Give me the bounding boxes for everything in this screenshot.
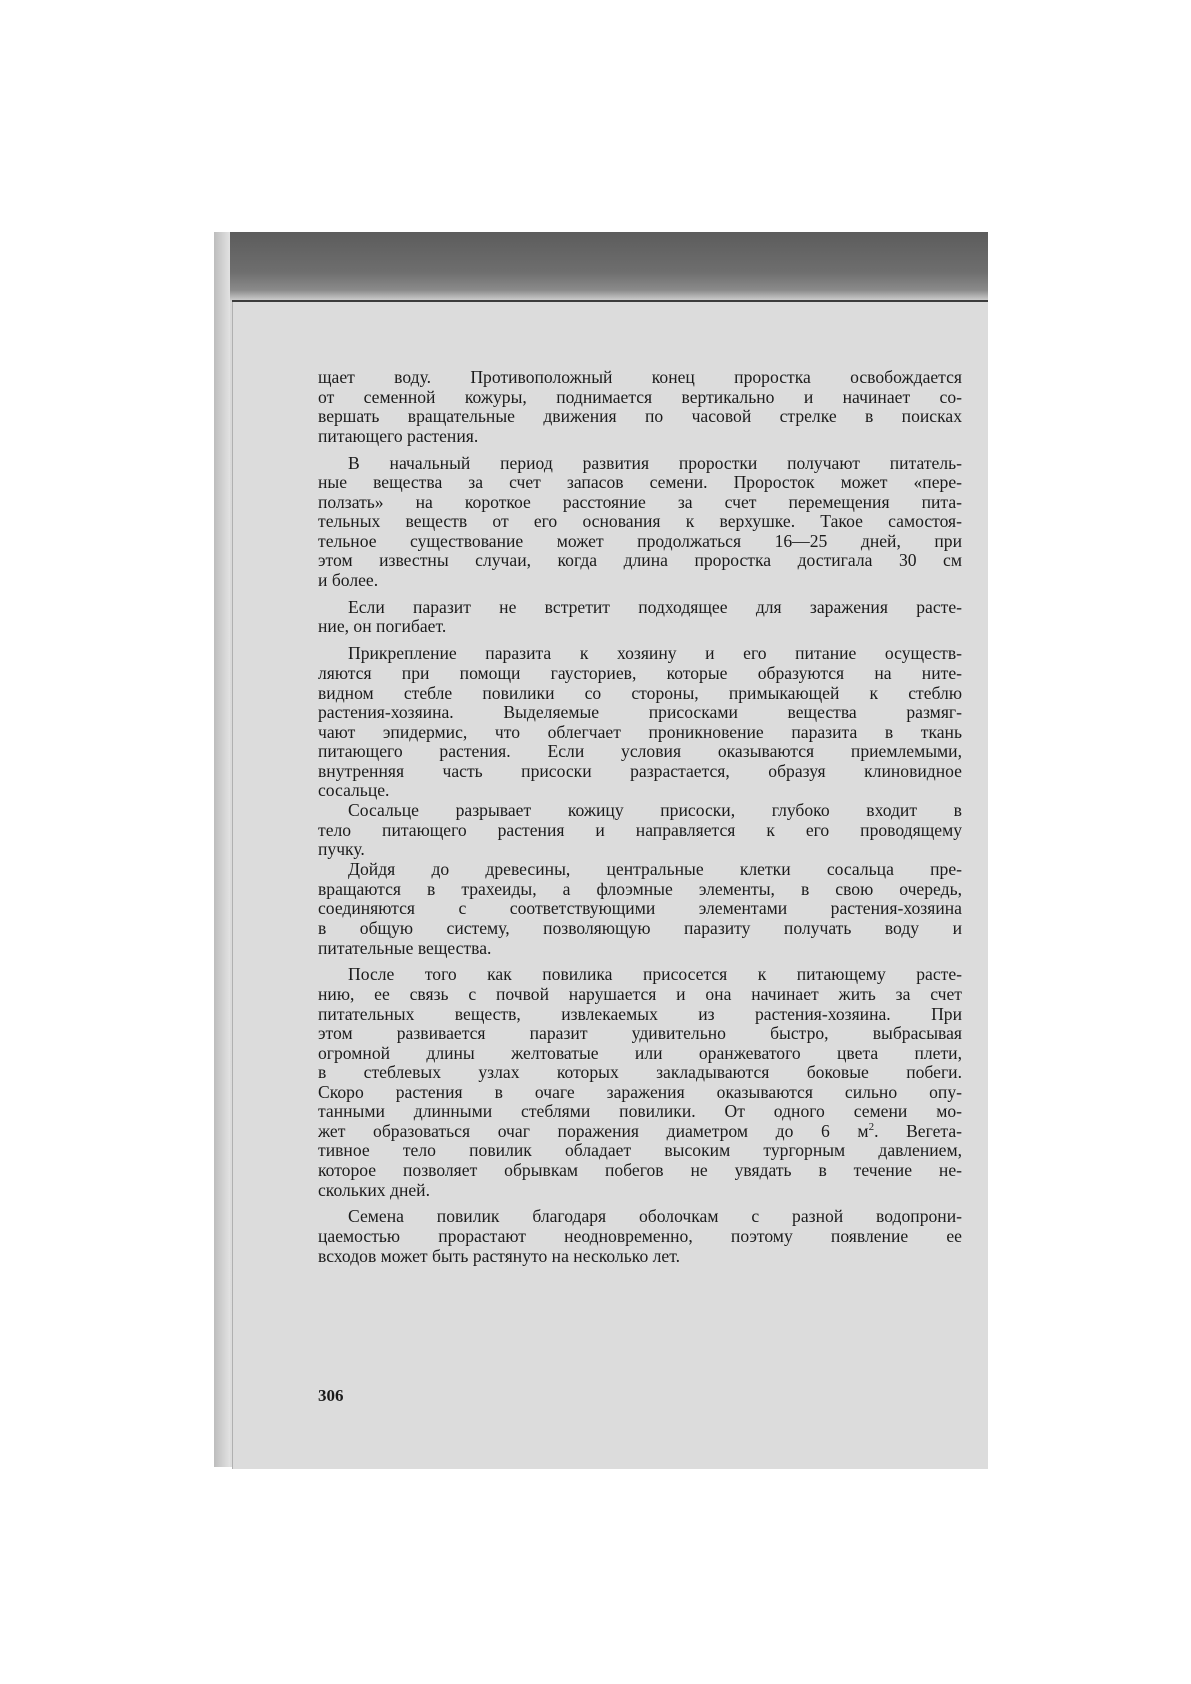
- text-line: В начальный период развития проростки получают питатель-: [348, 452, 962, 473]
- text-line: питающего растения.: [318, 425, 479, 446]
- text-line: ние, он погибает.: [318, 616, 447, 637]
- paragraph-4: [318, 644, 962, 800]
- superscript: 2: [868, 1121, 875, 1133]
- text-line: питающего растения. Если условия оказываются приемлемыми,: [318, 741, 962, 762]
- text-line: чают эпидермис, что облегчает проникновение паразита в ткань: [318, 721, 962, 742]
- text-line: тельных веществ от его основания к верхушке. Такое самостоя-: [318, 511, 962, 532]
- text-line: ползать» на короткое расстояние за счет перемещения пита-: [318, 491, 962, 512]
- text-line: в стеблевых узлах которых закладываются боковые побеги.: [318, 1062, 962, 1083]
- text-line: в общую систему, позволяющую паразиту получать воду и: [318, 917, 962, 938]
- text-line: этом развивается паразит удивительно быстро, выбрасывая: [318, 1023, 962, 1044]
- text-line: Скоро растения в очаге заражения оказываются сильно опу-: [318, 1081, 962, 1102]
- text-line: танными длинными стеблями повилики. От одного семени мо-: [318, 1101, 962, 1122]
- paragraph-6: [318, 860, 962, 958]
- page-number: 306: [318, 1386, 344, 1405]
- text-line: вершать вращательные движения по часовой стрелке в поисках: [318, 406, 962, 427]
- text-line: питательные вещества.: [318, 937, 492, 958]
- text-line: ляются при помощи гаусториев, которые образуются на ните-: [318, 662, 962, 683]
- text-line: которое позволяет обрывкам побегов не увядать в течение не-: [318, 1159, 962, 1180]
- text-line: соединяются с соответствующими элементами растения-хозяина: [318, 898, 962, 919]
- body-text: [318, 368, 962, 1267]
- text-line: тельное существование может продолжаться 16—25 дней, при: [318, 530, 962, 551]
- text-line: нию, ее связь с почвой нарушается и она начинает жить за счет: [318, 984, 962, 1005]
- text-line: сосальце.: [318, 780, 390, 801]
- text-line: внутренняя часть присоски разрастается, образуя клиновидное: [318, 760, 962, 781]
- text-segment: . Вегета-: [874, 1120, 962, 1141]
- text-line: от семенной кожуры, поднимается вертикально и начинает со-: [318, 386, 962, 407]
- text-segment: жет образоваться очаг поражения диаметром до 6 м: [318, 1120, 869, 1141]
- text-line: Если паразит не встретит подходящее для заражения расте-: [348, 596, 962, 617]
- text-line: Дойдя до древесины, центральные клетки сосальца пре-: [348, 859, 962, 880]
- paragraph-5: [318, 801, 962, 860]
- text-line: цаемостью прорастают неодновременно, поэтому появление ее: [318, 1226, 962, 1247]
- book-binding-edge: [214, 232, 230, 1467]
- text-line-with-superscript: [318, 1122, 962, 1142]
- text-line: пучку.: [318, 839, 365, 860]
- text-line: ные вещества за счет запасов семени. Проросток может «пере-: [318, 472, 962, 493]
- text-line: После того как повилика присосется к питающему расте-: [348, 964, 962, 985]
- text-line: Семена повилик благодаря оболочкам с разной водопрони-: [348, 1206, 962, 1227]
- text-line: и более.: [318, 569, 379, 590]
- paragraph-1: [318, 368, 962, 446]
- text-line: питательных веществ, извлекаемых из растения-хозяина. При: [318, 1003, 962, 1024]
- text-line: огромной длины желтоватые или оранжеватого цвета плети,: [318, 1042, 962, 1063]
- text-line: Прикрепление паразита к хозяину и его питание осуществ-: [348, 643, 962, 664]
- paragraph-8: [318, 1207, 962, 1266]
- text-line: Сосальце разрывает кожицу присоски, глубоко входит в: [348, 800, 962, 821]
- paragraph-3: [318, 598, 962, 637]
- text-line: видном стебле повилики со стороны, примыкающей к стеблю: [318, 682, 962, 703]
- text-line: щает воду. Противоположный конец проростка освобождается: [318, 367, 962, 387]
- text-line: этом известны случаи, когда длина проростка достигала 30 см: [318, 550, 962, 571]
- paragraph-7: [318, 965, 962, 1200]
- text-line: скольких дней.: [318, 1179, 430, 1200]
- text-line: растения-хозяина. Выделяемые присосками вещества размяг-: [318, 702, 962, 723]
- text-line: тивное тело повилик обладает высоким тургорным давлением,: [318, 1140, 962, 1161]
- paragraph-2: [318, 454, 962, 591]
- text-line: вращаются в трахеиды, а флоэмные элементы, в свою очередь,: [318, 878, 962, 899]
- text-line: всходов может быть растянуто на несколько лет.: [318, 1245, 680, 1266]
- text-line: тело питающего растения и направляется к его проводящему: [318, 819, 962, 840]
